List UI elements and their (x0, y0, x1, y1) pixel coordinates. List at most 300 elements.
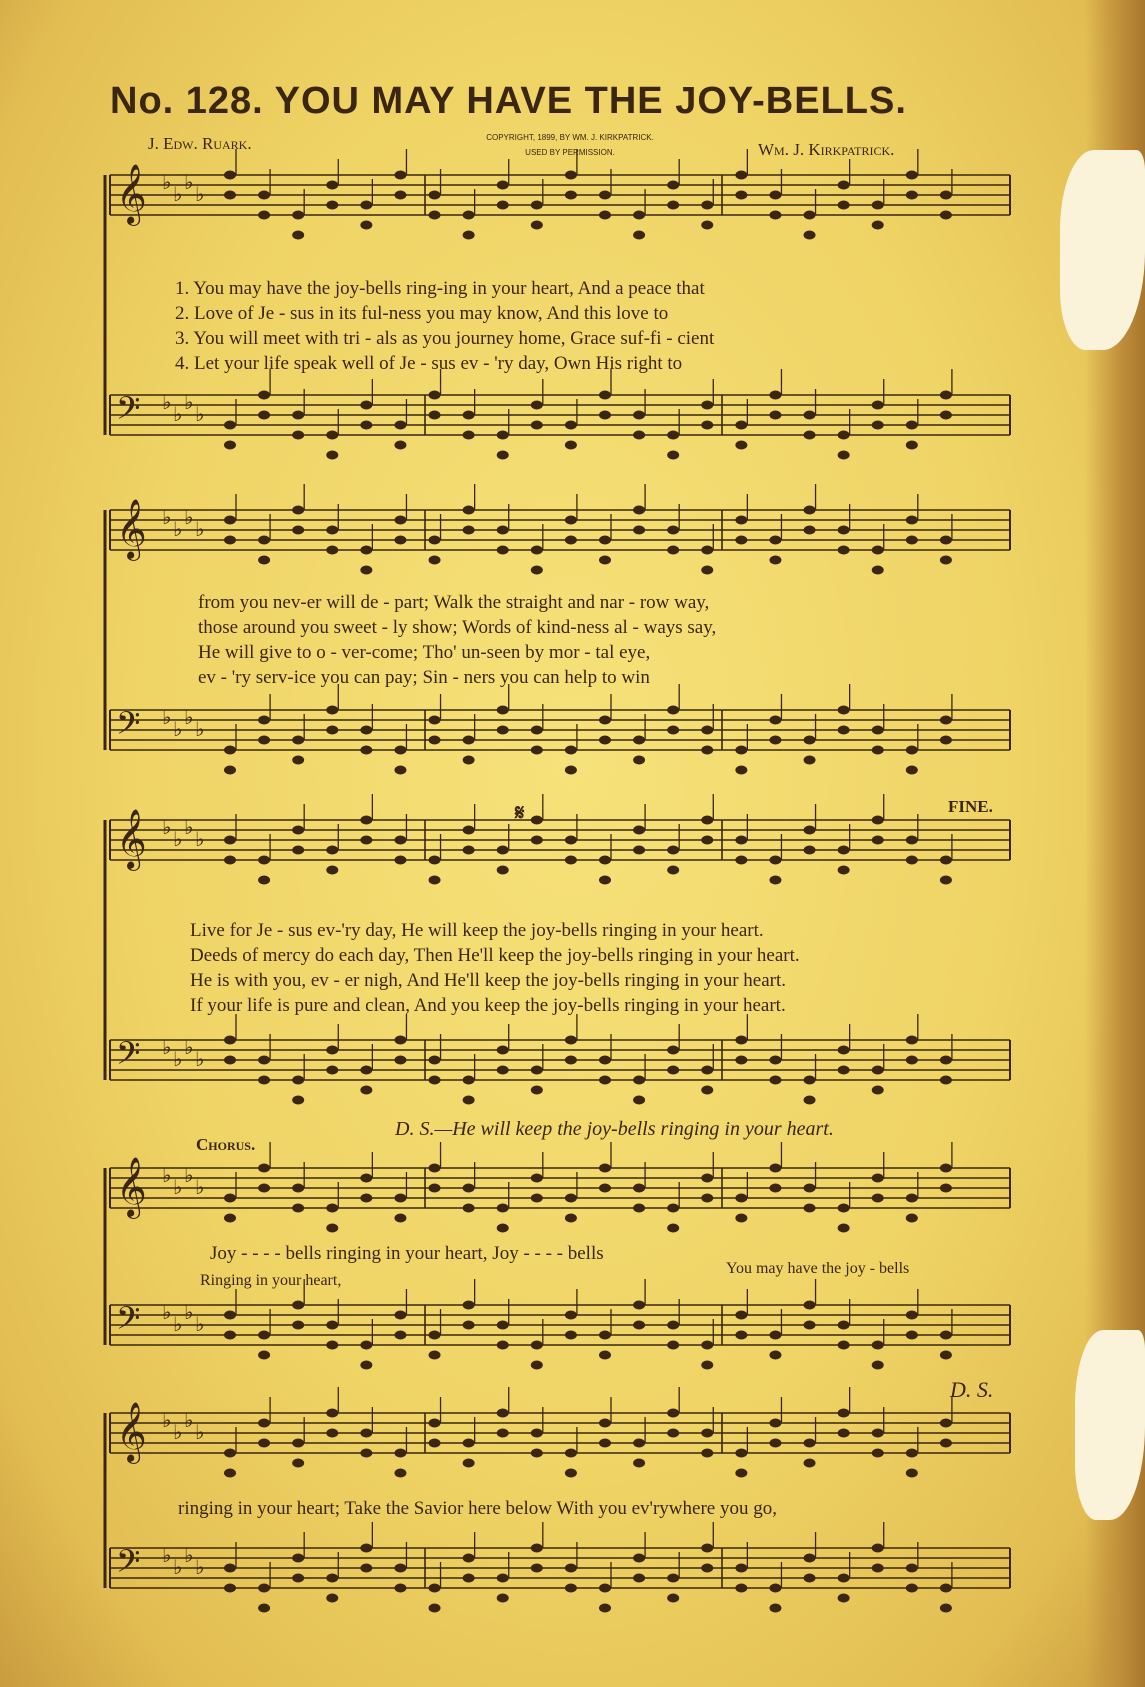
author-credit: J. Edw. Ruark. (148, 134, 252, 153)
note-head (804, 1321, 816, 1330)
flat-icon: ♭ (184, 1408, 194, 1432)
flat-icon: ♭ (162, 170, 172, 194)
verse-4-line-1: 4. Let your life speak well of Je - sus ev - 'ry day, Own His right to (175, 353, 683, 374)
note-head (633, 506, 645, 515)
note-head (463, 1554, 475, 1563)
note-head (326, 451, 338, 460)
note-head (667, 706, 679, 715)
note-head (735, 836, 747, 845)
note-head (735, 1331, 747, 1340)
note-head (872, 201, 884, 210)
note-head (463, 1574, 475, 1583)
note-head (463, 1459, 475, 1468)
note-head (701, 201, 713, 210)
note-head (531, 221, 543, 230)
note-head (360, 746, 372, 755)
note-head (224, 1331, 236, 1340)
note-head (633, 756, 645, 765)
note-head (360, 1194, 372, 1203)
note-head (667, 201, 679, 210)
note-head (360, 401, 372, 410)
note-head (838, 526, 850, 535)
flat-icon: ♭ (195, 717, 205, 741)
note-head (429, 716, 441, 725)
note-head (326, 431, 338, 440)
note-head (701, 1194, 713, 1203)
note-head (940, 1439, 952, 1448)
chorus-label: Chorus. (196, 1135, 256, 1154)
note-head (394, 1584, 406, 1593)
flat-icon: ♭ (184, 1300, 194, 1324)
note-head (463, 211, 475, 220)
note-head (360, 1341, 372, 1350)
note-head (906, 1564, 918, 1573)
note-head (599, 736, 611, 745)
note-head (667, 1429, 679, 1438)
note-head (292, 231, 304, 240)
note-head (224, 516, 236, 525)
note-head (224, 536, 236, 545)
flat-icon: ♭ (184, 1035, 194, 1059)
note-head (224, 171, 236, 180)
note-head (394, 421, 406, 430)
note-head (701, 566, 713, 575)
note-head (292, 1321, 304, 1330)
note-head (872, 401, 884, 410)
note-head (872, 1174, 884, 1183)
note-head (940, 1351, 952, 1360)
note-head (463, 231, 475, 240)
note-head (633, 826, 645, 835)
note-head (735, 856, 747, 865)
note-head (769, 856, 781, 865)
note-head (394, 441, 406, 450)
note-head (497, 706, 509, 715)
note-head (667, 1066, 679, 1075)
note-head (872, 1429, 884, 1438)
note-head (565, 421, 577, 430)
note-head (565, 856, 577, 865)
note-head (292, 411, 304, 420)
note-head (326, 546, 338, 555)
note-head (940, 411, 952, 420)
note-head (872, 1449, 884, 1458)
note-head (667, 1594, 679, 1603)
flat-icon: ♭ (162, 1163, 172, 1187)
note-head (838, 546, 850, 555)
note-head (326, 181, 338, 190)
note-head (326, 1341, 338, 1350)
note-head (804, 1076, 816, 1085)
note-head (224, 836, 236, 845)
note-head (872, 546, 884, 555)
note-head (463, 431, 475, 440)
note-head (769, 1331, 781, 1340)
note-head (667, 1409, 679, 1418)
note-head (769, 716, 781, 725)
note-head (872, 816, 884, 825)
note-head (326, 201, 338, 210)
note-head (735, 1036, 747, 1045)
note-head (769, 1056, 781, 1065)
flat-icon: ♭ (173, 402, 183, 426)
chorus-alt-left: Ringing in your heart, (200, 1272, 342, 1289)
verse-1-line-3: Live for Je - sus ev-'ry day, He will keep the joy-bells ringing in your heart. (190, 920, 764, 941)
note-head (804, 1096, 816, 1105)
note-head (565, 1036, 577, 1045)
note-head (531, 201, 543, 210)
note-head (394, 171, 406, 180)
note-head (667, 1046, 679, 1055)
note-head (394, 1564, 406, 1573)
note-head (360, 1086, 372, 1095)
note-head (531, 546, 543, 555)
note-head (872, 1564, 884, 1573)
note-head (769, 1584, 781, 1593)
note-head (258, 1351, 270, 1360)
note-head (872, 836, 884, 845)
note-head (906, 1449, 918, 1458)
note-head (565, 441, 577, 450)
note-head (258, 211, 270, 220)
note-head (872, 421, 884, 430)
bass-clef-icon: 𝄢 (116, 705, 141, 749)
note-head (769, 876, 781, 885)
note-head (360, 201, 372, 210)
note-head (497, 1409, 509, 1418)
note-head (769, 391, 781, 400)
note-head (463, 1439, 475, 1448)
note-head (667, 726, 679, 735)
note-head (565, 1331, 577, 1340)
flat-icon: ♭ (162, 1300, 172, 1324)
note-head (531, 1086, 543, 1095)
flat-icon: ♭ (195, 182, 205, 206)
note-head (940, 391, 952, 400)
note-head (940, 1184, 952, 1193)
flat-icon: ♭ (184, 390, 194, 414)
note-head (804, 231, 816, 240)
note-head (906, 1469, 918, 1478)
note-head (906, 191, 918, 200)
note-head (633, 736, 645, 745)
note-head (565, 1449, 577, 1458)
note-head (224, 191, 236, 200)
note-head (258, 736, 270, 745)
note-head (906, 766, 918, 775)
note-head (701, 1174, 713, 1183)
flat-icon: ♭ (184, 815, 194, 839)
flat-icon: ♭ (184, 1543, 194, 1567)
note-head (735, 536, 747, 545)
note-head (292, 211, 304, 220)
note-head (565, 1056, 577, 1065)
note-head (633, 1439, 645, 1448)
note-head (838, 1429, 850, 1438)
note-head (906, 1036, 918, 1045)
note-head (940, 876, 952, 885)
note-head (292, 1574, 304, 1583)
note-head (224, 746, 236, 755)
note-head (735, 516, 747, 525)
note-head (599, 876, 611, 885)
verse-2-line-2: those around you sweet - ly show; Words of kind-ness al - ways say, (198, 617, 717, 638)
flat-icon: ♭ (195, 1047, 205, 1071)
note-head (429, 1439, 441, 1448)
flat-icon: ♭ (173, 1555, 183, 1579)
note-head (497, 1429, 509, 1438)
note-head (872, 221, 884, 230)
note-head (292, 846, 304, 855)
note-head (326, 866, 338, 875)
note-head (258, 556, 270, 565)
note-head (667, 1321, 679, 1330)
note-head (633, 1301, 645, 1310)
hymn-title: No. 128. YOU MAY HAVE THE JOY-BELLS. (110, 80, 907, 122)
flat-icon: ♭ (184, 505, 194, 529)
note-head (531, 401, 543, 410)
note-head (906, 1311, 918, 1320)
flat-icon: ♭ (162, 1543, 172, 1567)
verse-1-line-2: from you nev-er will de - part; Walk the straight and nar - row way, (198, 592, 710, 613)
note-head (633, 1574, 645, 1583)
note-head (769, 1184, 781, 1193)
note-head (872, 1544, 884, 1553)
note-head (463, 826, 475, 835)
note-head (838, 1409, 850, 1418)
note-head (429, 1351, 441, 1360)
flat-icon: ♭ (195, 402, 205, 426)
note-head (258, 1584, 270, 1593)
note-head (224, 1469, 236, 1478)
note-head (940, 191, 952, 200)
note-head (599, 536, 611, 545)
note-head (292, 1076, 304, 1085)
flat-icon: ♭ (173, 1175, 183, 1199)
note-head (531, 1564, 543, 1573)
note-head (599, 856, 611, 865)
note-head (838, 866, 850, 875)
note-head (565, 516, 577, 525)
note-head (599, 1331, 611, 1340)
note-head (633, 1321, 645, 1330)
note-head (735, 1469, 747, 1478)
treble-clef-icon: 𝄞 (116, 1157, 147, 1217)
note-head (599, 411, 611, 420)
note-head (599, 191, 611, 200)
note-head (838, 1341, 850, 1350)
note-head (429, 876, 441, 885)
note-head (940, 736, 952, 745)
note-head (394, 766, 406, 775)
note-head (565, 836, 577, 845)
note-head (804, 736, 816, 745)
note-head (224, 1056, 236, 1065)
note-head (258, 1056, 270, 1065)
note-head (565, 1564, 577, 1573)
note-head (940, 716, 952, 725)
note-head (258, 876, 270, 885)
note-head (326, 1409, 338, 1418)
note-head (769, 191, 781, 200)
note-head (394, 536, 406, 545)
note-head (940, 536, 952, 545)
copyright-line: COPYRIGHT, 1899, BY WM. J. KIRKPATRICK. (486, 133, 654, 142)
note-head (497, 1066, 509, 1075)
note-head (326, 726, 338, 735)
note-head (940, 1584, 952, 1593)
note-head (940, 211, 952, 220)
verse-2-line-1: 2. Love of Je - sus in its ful-ness you may know, And this love to (175, 303, 669, 324)
note-head (531, 1544, 543, 1553)
note-head (531, 836, 543, 845)
note-head (394, 1469, 406, 1478)
note-head (667, 526, 679, 535)
note-head (769, 211, 781, 220)
bass-clef-icon: 𝄢 (116, 390, 141, 434)
note-head (599, 1604, 611, 1613)
note-head (701, 221, 713, 230)
note-head (463, 1204, 475, 1213)
note-head (701, 1066, 713, 1075)
note-head (463, 526, 475, 535)
note-head (292, 526, 304, 535)
note-head (804, 756, 816, 765)
note-head (565, 1214, 577, 1223)
flat-icon: ♭ (195, 1555, 205, 1579)
note-head (667, 546, 679, 555)
verse-3-line-1: 3. You will meet with tri - als as you journey home, Grace suf-fi - cient (175, 328, 715, 349)
note-head (394, 1194, 406, 1203)
note-head (360, 1066, 372, 1075)
note-head (394, 1331, 406, 1340)
note-head (360, 1449, 372, 1458)
note-head (394, 746, 406, 755)
note-head (633, 431, 645, 440)
note-head (735, 421, 747, 430)
note-head (667, 1574, 679, 1583)
note-head (804, 826, 816, 835)
ds-instruction: D. S.—He will keep the joy-bells ringing in your heart. (395, 1118, 834, 1140)
note-head (497, 726, 509, 735)
note-head (463, 736, 475, 745)
verse-4-line-2: ev - 'ry serv-ice you can pay; Sin - ners you can help to win (198, 667, 650, 688)
note-head (769, 1164, 781, 1173)
note-head (838, 846, 850, 855)
note-head (667, 431, 679, 440)
note-head (906, 516, 918, 525)
note-head (394, 516, 406, 525)
fine-mark: FINE. (948, 797, 993, 816)
note-head (497, 1204, 509, 1213)
note-head (906, 836, 918, 845)
note-head (701, 1564, 713, 1573)
note-head (906, 1056, 918, 1065)
note-head (463, 756, 475, 765)
note-head (224, 1584, 236, 1593)
note-head (667, 1224, 679, 1233)
chorus-alt-right: You may have the joy - bells (726, 1260, 910, 1277)
note-head (360, 566, 372, 575)
note-head (497, 1224, 509, 1233)
note-head (360, 816, 372, 825)
note-head (565, 171, 577, 180)
note-head (258, 1331, 270, 1340)
flat-icon: ♭ (173, 1047, 183, 1071)
note-head (326, 1224, 338, 1233)
note-head (531, 1066, 543, 1075)
note-head (872, 726, 884, 735)
note-head (292, 1439, 304, 1448)
treble-clef-icon: 𝄞 (116, 499, 147, 559)
note-head (701, 1449, 713, 1458)
note-head (906, 1214, 918, 1223)
note-head (838, 1066, 850, 1075)
note-head (838, 726, 850, 735)
note-head (804, 846, 816, 855)
note-head (769, 1076, 781, 1085)
note-head (906, 1584, 918, 1593)
note-head (497, 846, 509, 855)
note-head (292, 1301, 304, 1310)
note-head (394, 1056, 406, 1065)
note-head (940, 1331, 952, 1340)
note-head (940, 1056, 952, 1065)
note-head (838, 181, 850, 190)
note-head (326, 1594, 338, 1603)
note-head (429, 1056, 441, 1065)
note-head (360, 726, 372, 735)
note-head (769, 1604, 781, 1613)
note-head (633, 1554, 645, 1563)
note-head (735, 1311, 747, 1320)
note-head (394, 1449, 406, 1458)
note-head (394, 1214, 406, 1223)
note-head (292, 1459, 304, 1468)
note-head (224, 1194, 236, 1203)
note-head (531, 726, 543, 735)
note-head (735, 1564, 747, 1573)
treble-clef-icon: 𝄞 (116, 809, 147, 869)
note-head (735, 746, 747, 755)
note-head (531, 816, 543, 825)
note-head (531, 1429, 543, 1438)
note-head (804, 1554, 816, 1563)
note-head (224, 1214, 236, 1223)
flat-icon: ♭ (162, 705, 172, 729)
note-head (633, 846, 645, 855)
note-head (565, 746, 577, 755)
note-head (872, 1066, 884, 1075)
note-head (258, 1439, 270, 1448)
note-head (701, 1361, 713, 1370)
note-head (701, 546, 713, 555)
note-head (360, 1429, 372, 1438)
note-head (633, 411, 645, 420)
flat-icon: ♭ (173, 517, 183, 541)
note-head (429, 191, 441, 200)
permission-line: USED BY PERMISSION. (525, 148, 615, 157)
note-head (497, 1321, 509, 1330)
note-head (940, 556, 952, 565)
note-head (633, 231, 645, 240)
note-head (531, 1174, 543, 1183)
note-head (463, 1321, 475, 1330)
flat-icon: ♭ (184, 705, 194, 729)
verse-4-line-3: If your life is pure and clean, And you keep the joy-bells ringing in your heart. (190, 995, 786, 1016)
note-head (872, 746, 884, 755)
note-head (804, 506, 816, 515)
